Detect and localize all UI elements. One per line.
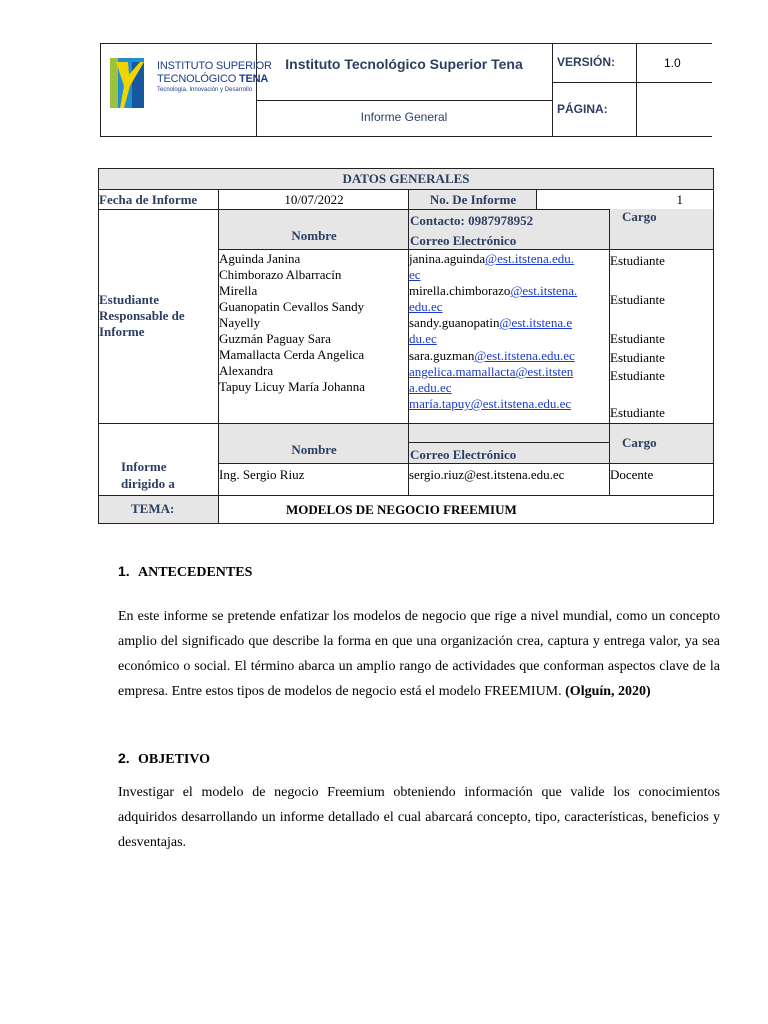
email-angelica-cont[interactable]: a.edu.ec bbox=[409, 380, 452, 395]
version-label: VERSIÓN: bbox=[557, 55, 616, 69]
email-sara[interactable]: sara.guzman@est.itstena.edu.ec bbox=[409, 348, 575, 363]
header-subtitle: Informe General bbox=[360, 110, 448, 124]
student-name-line: Guzmán Paguay Sara bbox=[219, 331, 331, 346]
cargo-value: Estudiante bbox=[610, 368, 665, 383]
cargo-value: Estudiante bbox=[610, 331, 665, 346]
datos-generales-table bbox=[98, 168, 714, 524]
contacto-header: Contacto: 0987978952 bbox=[410, 213, 534, 228]
citation: (Olguín, 2020) bbox=[565, 684, 651, 699]
dir-nombre-header: Nombre bbox=[291, 442, 337, 457]
section-heading-antecedentes: 1. ANTECEDENTES bbox=[118, 563, 253, 580]
student-name-line: Mamallacta Cerda Angelica bbox=[219, 347, 365, 362]
correo-header: Correo Electrónico bbox=[410, 233, 517, 248]
email-angelica[interactable]: angelica.mamallacta@est.itsten bbox=[409, 364, 574, 379]
version-value: 1.0 bbox=[664, 56, 681, 70]
email-sandy-cont[interactable]: du.ec bbox=[409, 331, 437, 346]
cargo-value: Estudiante bbox=[610, 405, 665, 420]
student-name-line: Guanopatin Cevallos Sandy bbox=[219, 299, 365, 314]
cargo-header: Cargo bbox=[622, 209, 657, 224]
student-names-cell bbox=[218, 249, 408, 423]
no-informe-value: 1 bbox=[676, 192, 683, 207]
logo-mark-icon bbox=[110, 56, 154, 112]
datos-generales-title: DATOS GENERALES bbox=[342, 171, 470, 186]
fecha-value: 10/07/2022 bbox=[284, 192, 344, 207]
cargo-value: Estudiante bbox=[610, 350, 665, 365]
nombre-header: Nombre bbox=[291, 228, 337, 243]
logo-line1: INSTITUTO SUPERIOR bbox=[157, 60, 272, 72]
email-janina[interactable]: janina.aguinda@est.itstena.edu. bbox=[409, 251, 575, 266]
student-name-line: Nayelly bbox=[219, 315, 261, 330]
estudiante-label-1: Estudiante bbox=[99, 292, 159, 307]
student-name-line: Aguinda Janina bbox=[219, 251, 301, 266]
paragraph-objetivo: Investigar el modelo de negocio Freemium obteniendo información que valide los conocimientos adquiridos desarrollando un informe detallado el cual abarcará concepto, tipo, características, beneficios y desventajas. bbox=[118, 785, 720, 850]
student-cargos-cell bbox=[609, 249, 713, 423]
dirigido-label-2: dirigido a bbox=[121, 476, 175, 491]
dir-cargo-header: Cargo bbox=[622, 435, 657, 450]
cargo-value: Estudiante bbox=[610, 253, 665, 268]
tema-label: TEMA: bbox=[131, 501, 175, 516]
section-heading-objetivo: 2. OBJETIVO bbox=[118, 750, 211, 767]
header-title: Instituto Tecnológico Superior Tena bbox=[285, 56, 523, 72]
estudiante-label-2: Responsable de bbox=[99, 308, 185, 323]
dir-nombre-value: Ing. Sergio Riuz bbox=[219, 467, 305, 482]
no-informe-label: No. De Informe bbox=[429, 192, 517, 207]
email-janina-cont[interactable]: ec bbox=[409, 267, 421, 282]
email-sandy[interactable]: sandy.guanopatin@est.itstena.e bbox=[409, 315, 573, 330]
document-header bbox=[100, 43, 712, 137]
dirigido-label-1: Informe bbox=[121, 459, 167, 474]
tema-value: MODELOS DE NEGOCIO FREEMIUM bbox=[286, 502, 517, 517]
email-mirella[interactable]: mirella.chimborazo@est.itstena. bbox=[409, 283, 578, 298]
institute-logo bbox=[110, 56, 272, 112]
page-label: PÁGINA: bbox=[557, 102, 608, 116]
student-name-line: Mirella bbox=[219, 283, 258, 298]
student-emails-cell bbox=[408, 249, 609, 423]
cargo-value: Estudiante bbox=[610, 292, 665, 307]
email-mirella-cont[interactable]: edu.ec bbox=[409, 299, 443, 314]
fecha-label: Fecha de Informe bbox=[99, 192, 198, 207]
student-name-line: Tapuy Licuy María Johanna bbox=[219, 379, 366, 394]
dir-correo-value[interactable]: sergio.riuz@est.itstena.edu.ec bbox=[409, 467, 565, 482]
logo-tagline: Tecnología, Innovación y Desarrollo bbox=[157, 87, 253, 93]
paragraph-antecedentes: En este informe se pretende enfatizar los modelos de negocio que rige a nivel mundial, como un concepto amplio del significado que describe la forma en que una organización crea, captura y entrega valor, ya sea económico o social. El término abarca un amplio rango de actividades que conforman aspectos clave de la empresa. Entre estos tipos de modelos de negocio está el modelo FREEMIUM. (Olguín, 2020) bbox=[118, 609, 720, 699]
student-name-line: Alexandra bbox=[219, 363, 274, 378]
student-name-line: Chimborazo Albarracín bbox=[219, 267, 342, 282]
estudiante-label-3: Informe bbox=[99, 324, 145, 339]
logo-line2: TECNOLÓGICO TENA bbox=[157, 73, 269, 85]
email-maria[interactable]: maría.tapuy@est.itstena.edu.ec bbox=[409, 396, 572, 411]
dir-cargo-value: Docente bbox=[610, 467, 654, 482]
dir-correo-header: Correo Electrónico bbox=[410, 447, 517, 462]
